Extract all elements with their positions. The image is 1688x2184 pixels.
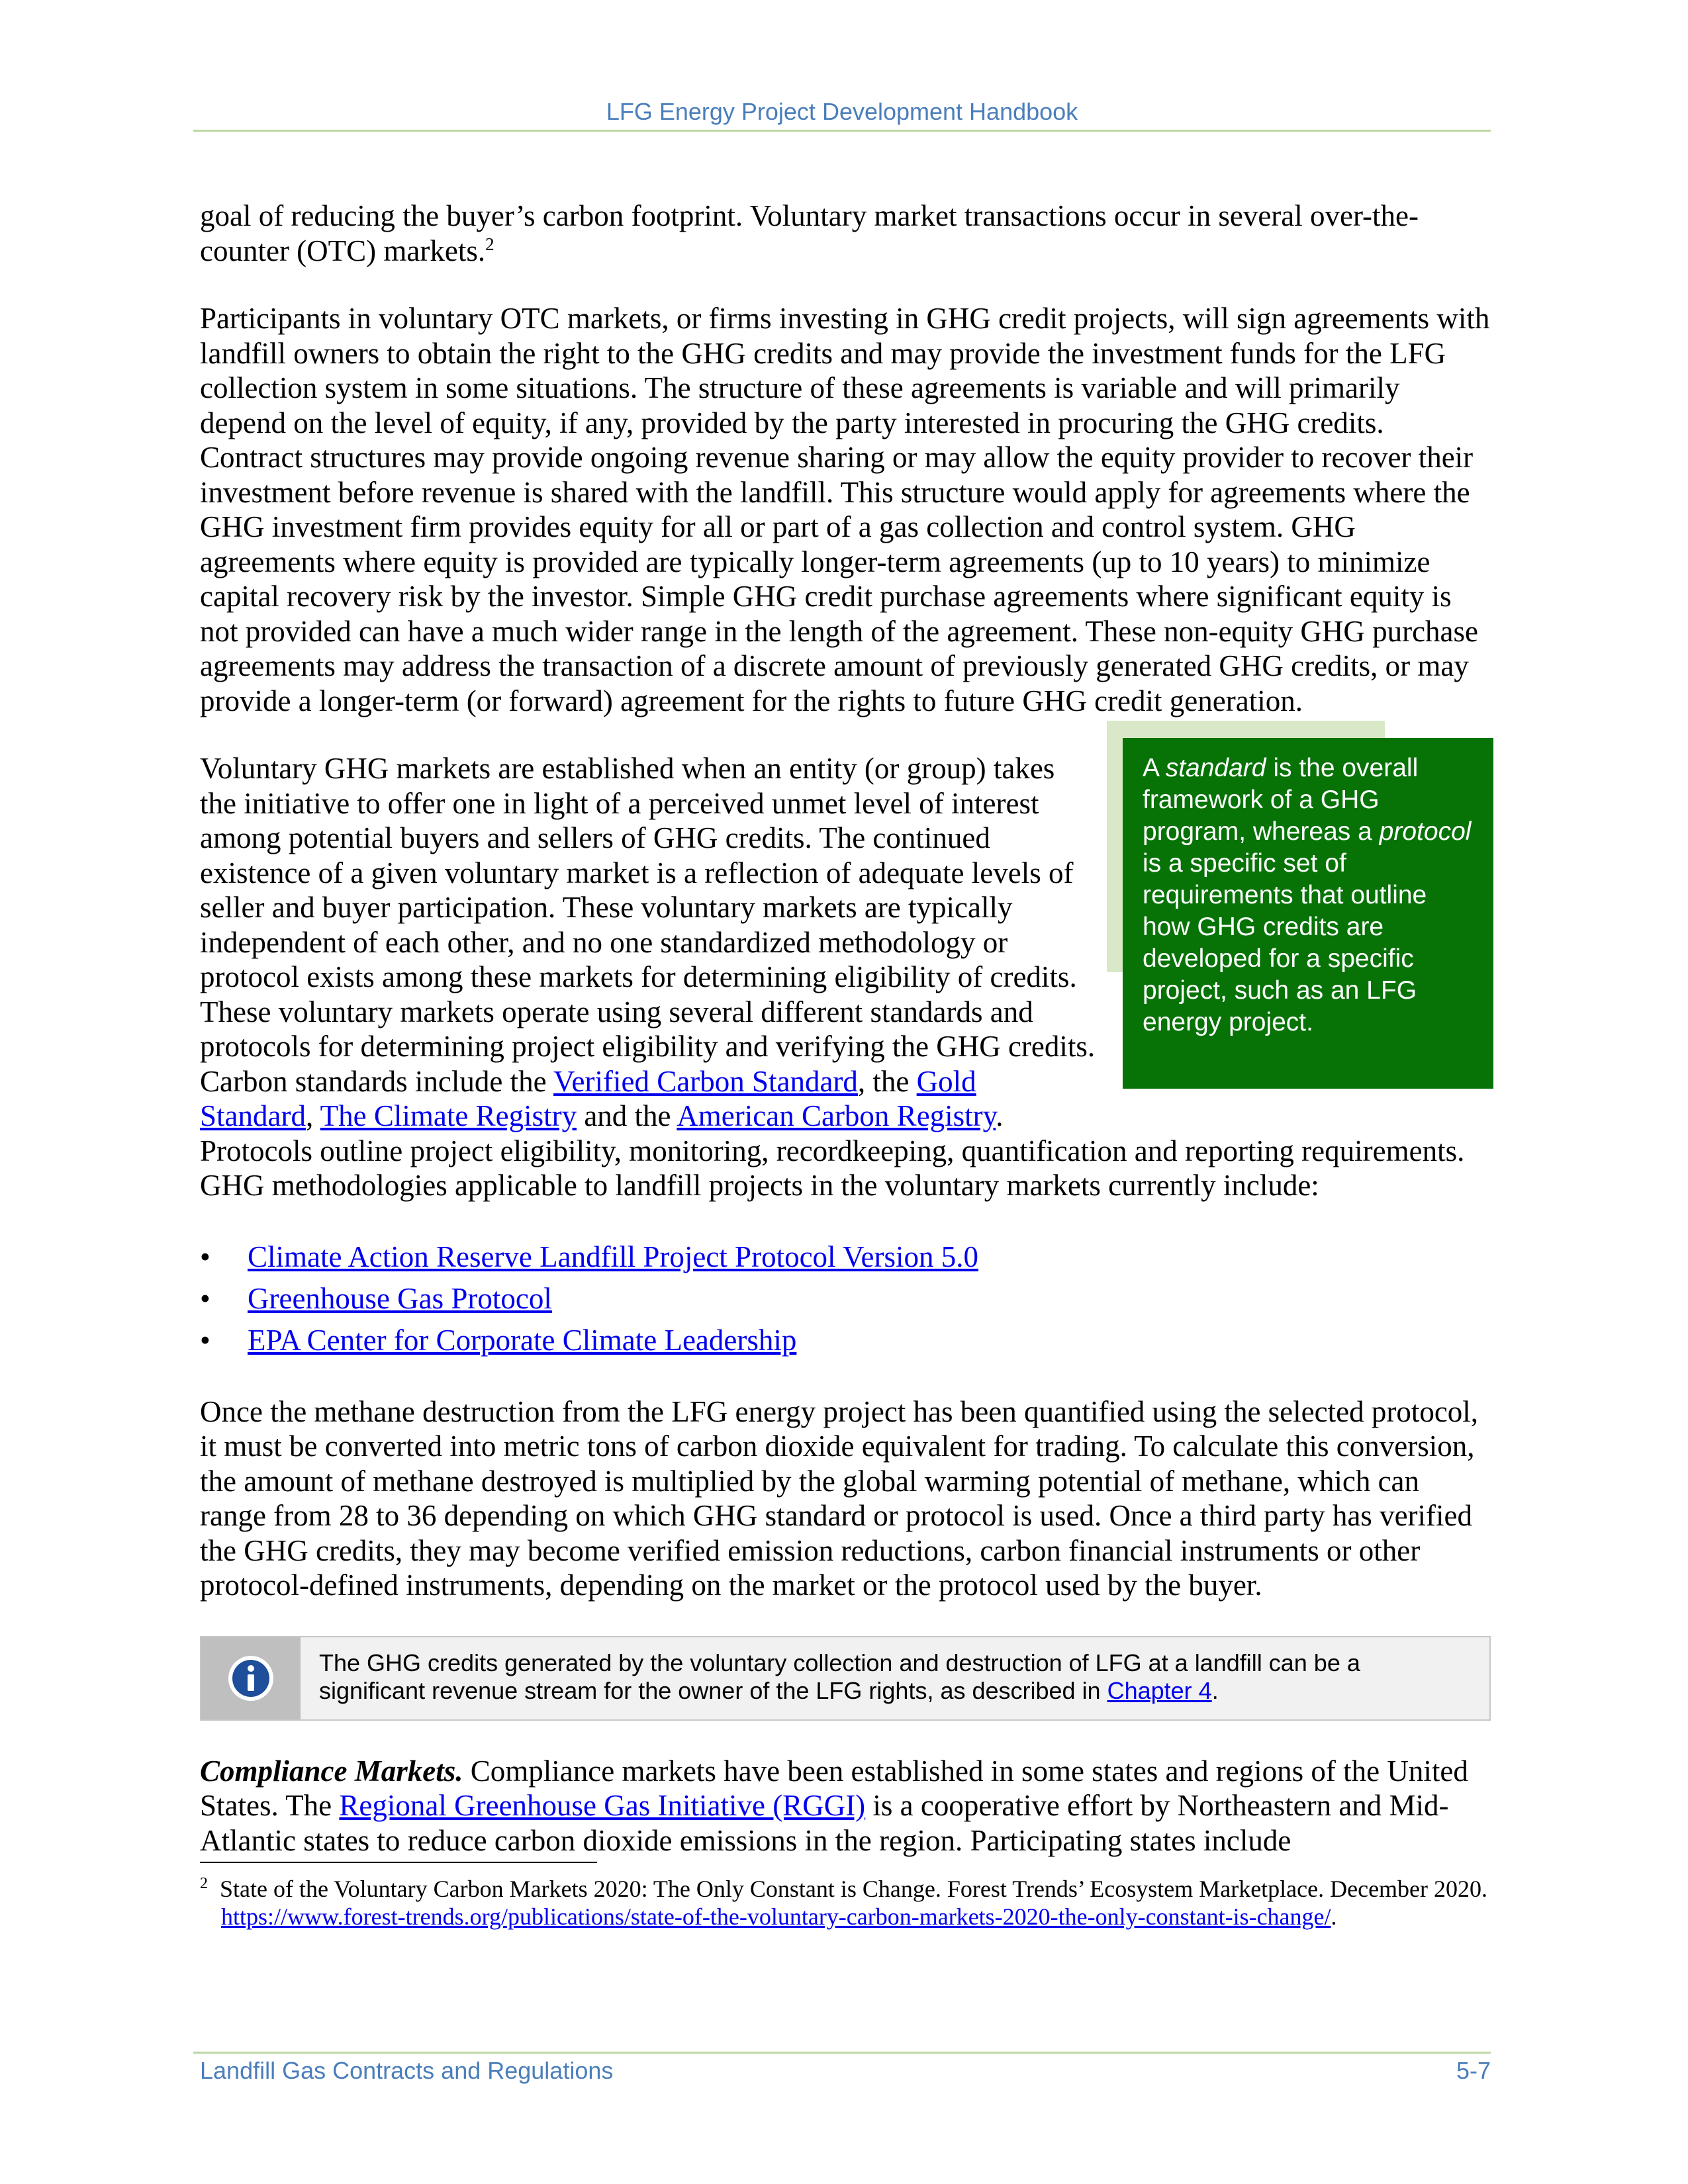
american-carbon-registry-link[interactable]: American Carbon Registry [677,1099,996,1132]
footer-chapter-title: Landfill Gas Contracts and Regulations [200,2057,614,2084]
chapter-4-link[interactable]: Chapter 4 [1107,1676,1212,1704]
paragraph-text: , [305,1099,320,1132]
footnote-text: State of the Voluntary Carbon Markets 2020: The Only Constant is Change. Forest Trends’ Ecosystem Marketplace. December 2020. [220,1876,1488,1902]
paragraph-text: Compliance markets have been established in some states and regions of the United States. The [200,1754,1468,1822]
info-note [200,1636,1491,1721]
list-item [200,1236,1491,1278]
epa-climate-leadership-link[interactable]: EPA Center for Corporate Climate Leadership [248,1323,797,1357]
greenhouse-gas-protocol-link[interactable]: Greenhouse Gas Protocol [248,1281,552,1315]
paragraph: Participants in voluntary OTC markets, or firms investing in GHG credit projects, will sign agreements with landfill owners to obtain the right to the GHG credits and may provide the investment funds for the LFG collection system in some situations. The structure of these agreements is variable and will primarily depend on the level of equity, if any, provided by the party interested in procuring the GHG credits. Contract structures may provide ongoing revenue sharing or may allow the equity provider to recover their investment before revenue is shared with the landfill. This structure would apply for agreements where the GHG investment firm provides equity for all or part of a gas collection and control system. GHG agreements where equity is provided are typically longer-term agreements (up to 10 years) to minimize capital recovery risk by the investor. Simple GHG credit purchase agreements where significant equity is not provided can have a much wider range in the length of the agreement. These non-equity GHG purchase agreements may address the transaction of a discrete amount of previously generated GHG credits, or may provide a longer-term (or forward) agreement for the rights to future GHG credit generation. [200,302,1490,717]
paragraph-text: Voluntary GHG markets are established when an entity (or group) takes the initiative to offer one in light of a perceived unmet level of interest among potential buyers and sellers of GHG credits. The continued existence of a given voluntary market is a reflection of adequate levels of seller and buyer participation. These voluntary markets are typically independent of each other, and no one standardized methodology or protocol exists among these markets for determining eligibility of credits. These voluntary markets operate using several different standards and protocols for determining project eligibility and verifying the GHG credits. Carbon standards include the [200,752,1096,1098]
page-number: 5-7 [1456,2057,1491,2084]
footnote-separator [200,1862,597,1863]
info-icon-cell [201,1637,301,1719]
footnote-reference[interactable]: 2 [485,234,494,254]
paragraph-text: , the [857,1064,917,1098]
definition-callout-box [1123,738,1493,1089]
paragraph-text: and the [577,1099,677,1132]
gold-standard-link[interactable]: Gold Standard [200,1064,976,1132]
info-icon [226,1654,275,1703]
verified-carbon-standard-link[interactable]: Verified Carbon Standard [553,1064,858,1098]
callout-text: A [1143,754,1166,782]
paragraph: Once the methane destruction from the LFG energy project has been quantified using the selected protocol, it must be converted into metric tons of carbon dioxide equivalent for trading. To calculate this conversion, the amount of methane destroyed is multiplied by the global warming potential of methane, which can range from 28 to 36 depending on which GHG standard or protocol is used. Once a third party has verified the GHG credits, they may become verified emission reductions, carbon financial instruments or other protocol-defined instruments, depending on the market or the protocol used by the buyer. [200,1394,1479,1602]
climate-action-reserve-link[interactable]: Climate Action Reserve Landfill Project Protocol Version 5.0 [248,1240,978,1273]
list-item [200,1278,1491,1320]
forest-trends-link[interactable]: https://www.forest-trends.org/publications/state-of-the-voluntary-carbon-markets-2020-the-only-constant-is-change/ [221,1903,1331,1930]
list-item [200,1320,1491,1361]
footer-rule [193,2052,1491,2054]
paragraph-text: goal of reducing the buyer’s carbon footprint. Voluntary market transactions occur in several over-the-counter (OTC) markets. [200,199,1419,267]
section-heading: Compliance Markets. [200,1754,463,1788]
info-text: The GHG credits generated by the voluntary collection and destruction of LFG at a landfill can be a significant revenue stream for the owner of the LFG rights, as described in [319,1649,1360,1704]
methodology-list [200,1236,1491,1361]
paragraph-text: is a cooperative effort by Northeastern and Mid-Atlantic states to reduce carbon dioxide emissions in the region. Participating states include [200,1789,1449,1857]
callout-text: is the overall framework of a GHG program, whereas a [1143,754,1419,846]
header-rule [193,130,1491,132]
running-header: LFG Energy Project Development Handbook [606,98,1078,125]
callout-text: is a specific set of requirements that outline how GHG credits are developed for a specific project, such as an LFG energy project. [1143,849,1427,1036]
paragraph-text: . Protocols outline project eligibility, monitoring, recordkeeping, quantification and reporting requirements. GHG methodologies applicable to landfill projects in the voluntary markets currently include: [200,1099,1465,1202]
paragraph [200,1754,1491,1858]
footnote-mark: 2 [200,1875,208,1892]
definition-callout [1123,738,1493,1109]
info-note-text [301,1637,1489,1719]
info-text: . [1211,1676,1219,1704]
rggi-link[interactable]: Regional Greenhouse Gas Initiative (RGGI) [339,1789,866,1822]
paragraph [200,199,1491,268]
callout-emphasis: standard [1165,754,1266,782]
footnote-text: . [1331,1903,1337,1930]
page-body [200,199,1491,1931]
footnote [200,1875,1491,1931]
callout-emphasis: protocol [1379,817,1472,846]
climate-registry-link[interactable]: The Climate Registry [320,1099,577,1132]
